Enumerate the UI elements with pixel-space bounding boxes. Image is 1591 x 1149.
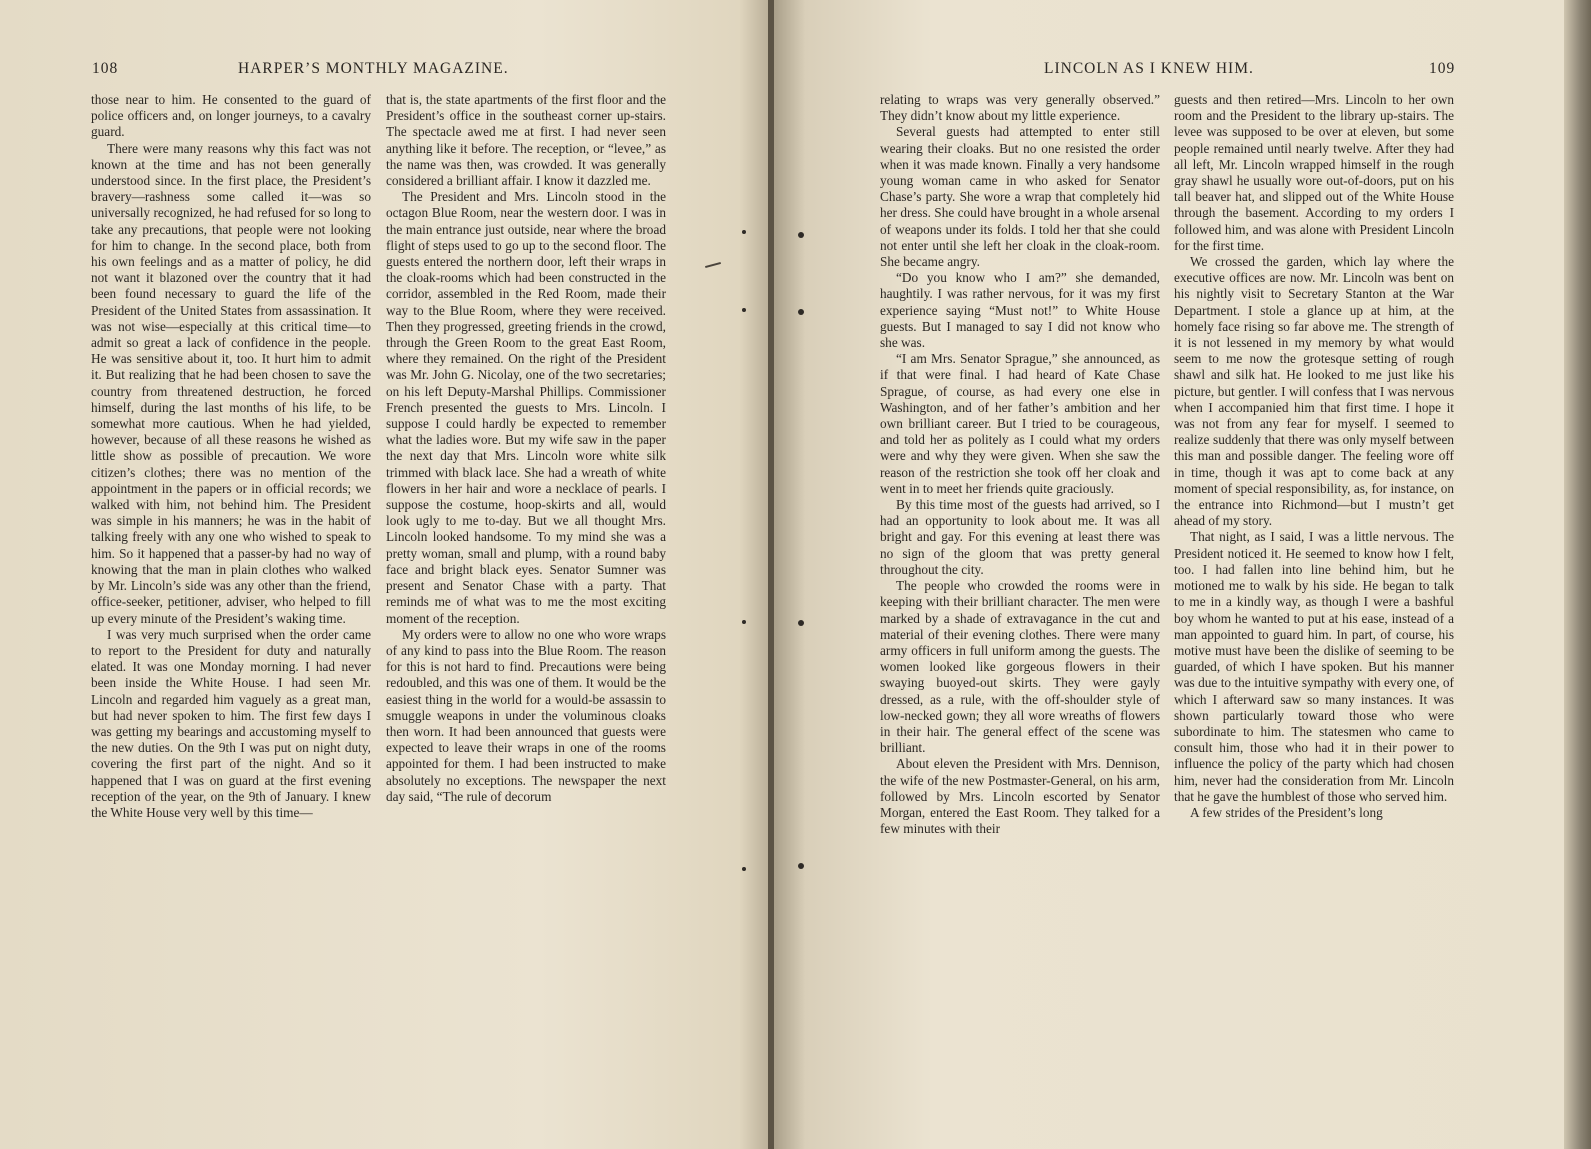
binding-hole <box>742 867 746 871</box>
paragraph: that is, the state apartments of the first floor and the President’s office in the southeast corner up-stairs. The spectacle awed me at first. I had never seen anything like it before. The reception, or “levee,” as the name was then, was crowded. It was generally considered a brilliant affair. I know it dazzled me. <box>386 92 666 189</box>
binding-hole <box>798 620 804 626</box>
binding-hole <box>742 230 746 234</box>
left-column-1 <box>91 92 371 821</box>
paragraph: My orders were to allow no one who wore wraps of any kind to pass into the Blue Room. The reason for this is not hard to find. Precautions were being redoubled, and this was one of them. It would be the easiest thing in the world for a would-be assassin to smuggle weapons in under the voluminous cloaks then worn. It had been announced that guests were expected to leave their wraps in one of the rooms appointed for them. I had been instructed to make absolutely no exceptions. The newspaper the next day said, “The rule of decorum <box>386 626 666 804</box>
left-column-2 <box>386 92 666 805</box>
paragraph: We crossed the garden, which lay where the executive offices are now. Mr. Lincoln was bent on his nightly visit to Secretary Stanton at the War Department. I stole a glance up at him, at the homely face rising so far above me. The strength of it is not lessened in my memory by what would seem to me now the grotesque setting of rough shawl and silk hat. He looked to me just like his picture, but gentler. I will confess that I was nervous when I accompanied him that first time. I hope it was not from any fear for myself. I seemed to realize suddenly that there was only myself between this man and possible danger. The feeling wore off in time, though it was apt to come back at any moment of special responsibility, as, for instance, on the entrance into Richmond—but I mustn’t get ahead of my story. <box>1174 254 1454 529</box>
binding-hole <box>798 863 804 869</box>
page-number-right: 109 <box>1429 60 1456 77</box>
paragraph: The President and Mrs. Lincoln stood in the octagon Blue Room, near the western door. I was in the main entrance just outside, near where the broad flight of steps used to go up to the second floor. The guests entered the northern door, left their wraps in the cloak-rooms which had been constructed in the corridor, assembled in the Red Room, made their way to the Blue Room, where they were received. Then they progressed, greeting friends in the crowd, through the Green Room to the great East Room, where they remained. On the right of the President was Mr. John G. Nicolay, one of the two secretaries; on his left Deputy-Marshal Phillips. Commissioner French presented the guests to Mrs. Lincoln. I suppose I could hardly be expected to remember what the ladies wore. But my wife saw in the paper the next day that Mrs. Lincoln wore white silk trimmed with black lace. She had a wreath of white flowers in her hair and wore a necklace of pearls. I suppose the costume, hoop-skirts and all, would look ugly to me to-day. But we all thought Mrs. Lincoln looked handsome. To my mind she was a pretty woman, small and plump, with a round baby face and bright black eyes. Senator Sumner was present and Senator Chase with a party. That reminds me of what was to me the most exciting moment of the reception. <box>386 189 666 626</box>
paragraph: The people who crowded the rooms were in keeping with their brilliant character. The men were marked by a shade of extravagance in the cut and material of their evening clothes. There were many army officers in full uniform among the guests. The women looked like gorgeous flowers in their swaying buoyed-out skirts. They were gayly dressed, as a rule, with the off-shoulder style of low-necked gown; they all wore wreaths of flowers in their hair. The general effect of the scene was brilliant. <box>880 578 1160 756</box>
paragraph: A few strides of the President’s long <box>1190 804 1383 820</box>
paragraph: “I am Mrs. Senator Sprague,” she announced, as if that were final. I had heard of Kate Chase Sprague, of course, as had every one else in Washington, and of her father’s ambition and her own brilliant career. But I tried to be courageous, and told her as politely as I could what my orders were and why they were given. When she saw the reason of the restriction she took off her cloak and went in to meet her friends quite graciously. <box>880 351 1160 496</box>
right-column-2 <box>1174 92 1454 821</box>
binding-hole <box>742 620 746 624</box>
paragraph: There were many reasons why this fact was not known at the time and has not been generally understood since. In the first place, the President’s bravery—rashness some called it—was so universally recognized, he had refused for so long to take any precautions, that people were not looking for him to change. In the second place, both from his own feelings and as a matter of policy, he did not want it blazoned over the country that it had been found necessary to guard the life of the President of the United States from assassination. It was not wise—especially at this critical time—to admit so great a lack of confidence in the people. He was sensitive about it, too. It hurt him to admit it. But realizing that he had been chosen to save the country from threatened destruction, he forced himself, during the last months of his life, to be somewhat more cautious. When he had yielded, however, because of all these reasons he wished as little show as possible of precaution. We wore citizen’s clothes; there was no mention of the appointment in the papers or in official records; we walked with him, not behind him. The President was simple in his manners; he was in the habit of talking freely with any one who wished to speak to him. So it happened that a passer-by had no way of knowing that the man in plain clothes who walked by Mr. Lincoln’s side was any other than the friend, office-seeker, petitioner, adviser, who helped to fill up every minute of the President’s waking time. <box>91 140 371 626</box>
right-header <box>774 60 1564 80</box>
binding-hole <box>798 232 804 238</box>
right-column-1 <box>880 92 1160 837</box>
left-header <box>0 60 770 80</box>
paragraph: guests and then retired—Mrs. Lincoln to her own room and the President to the library up-stairs. The levee was supposed to be over at eleven, but some people remained until nearly twelve. After they had all left, Mr. Lincoln wrapped himself in the rough gray shawl he usually wore out-of-doors, put on his tall beaver hat, and slipped out of the White House through the basement. According to my orders I followed him, and was alone with President Lincoln for the first time. <box>1174 92 1454 253</box>
paragraph: By this time most of the guests had arrived, so I had an opportunity to look about me. It was all bright and gay. For this evening at least there was no sign of the gloom that was pretty general throughout the city. <box>880 497 1160 577</box>
paragraph: Several guests had attempted to enter still wearing their cloaks. But no one resisted the order when it was made known. Finally a very handsome young woman came in who asked for Senator Chase’s party. She wore a wrap that completely hid her dress. She could have brought in a whole arsenal of weapons under its folds. I told her that she could not enter until she left her cloak in the cloak-room. She became angry. <box>880 124 1160 270</box>
left-page <box>0 0 770 1149</box>
binding-hole <box>742 308 746 312</box>
page-edge <box>1564 0 1591 1149</box>
paragraph: relating to wraps was very generally observed.” They didn’t know about my little experience. <box>880 92 1160 124</box>
running-head-right: LINCOLN AS I KNEW HIM. <box>1044 60 1254 77</box>
paragraph: those near to him. He consented to the guard of police officers and, on longer journeys, to a cavalry guard. <box>91 92 371 140</box>
paragraph: I was very much surprised when the order came to report to the President for duty and naturally elated. It was one Monday morning. I had never been inside the White House. I had seen Mr. Lincoln and regarded him vaguely as a great man, but had never spoken to him. The first few days I was getting my bearings and accustoming myself to the new duties. On the 9th I was put on night duty, covering the first part of the night. And so it happened that I was on guard at the first evening reception of the year, on the 9th of January. I knew the White House very well by this time— <box>91 626 371 820</box>
pencil-mark <box>705 262 721 268</box>
binding-hole <box>798 309 804 315</box>
page-number-left: 108 <box>92 60 119 77</box>
right-page <box>774 0 1564 1149</box>
paragraph: That night, as I said, I was a little nervous. The President noticed it. He seemed to know how I felt, too. I had fallen into line behind him, but he motioned me to walk by his side. He began to talk to me in a kindly way, as though I were a bashful boy whom he wanted to put at his ease, instead of a man appointed to guard him. In part, of course, his motive must have been the dislike of seeming to be guarded, of which I have spoken. But his manner was due to the intuitive sympathy with every one, of which I afterward saw so many instances. It was shown particularly toward those who were subordinate to him. The statesmen who came to consult him, those who had it in their power to influence the policy of the party which had chosen him, never had the consideration from Mr. Lincoln that he gave the humblest of those who served him. <box>1174 529 1454 804</box>
paragraph: “Do you know who I am?” she demanded, haughtily. I was rather nervous, for it was my first experience saying “Must not!” to White House guests. But I managed to say I did not know who she was. <box>880 270 1160 351</box>
paragraph: About eleven the President with Mrs. Dennison, the wife of the new Postmaster-General, on his arm, followed by Mrs. Lincoln escorted by Senator Morgan, entered the East Room. They talked for a few minutes with their <box>880 756 1160 837</box>
running-head-left: HARPER’S MONTHLY MAGAZINE. <box>238 60 509 77</box>
